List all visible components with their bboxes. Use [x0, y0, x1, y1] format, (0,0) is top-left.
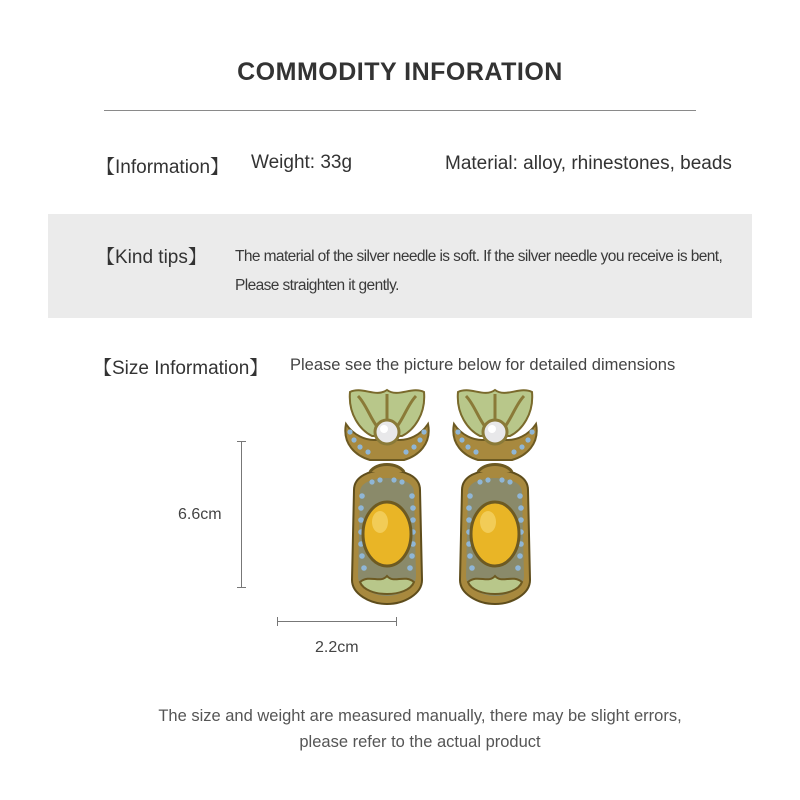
- width-dimension-line: [277, 621, 397, 622]
- earring-top-ornament: [453, 390, 536, 460]
- disclaimer-line-1: The size and weight are measured manually, there may be slight errors,: [158, 707, 682, 725]
- page-title: COMMODITY INFORATION: [237, 58, 563, 86]
- material-value: Material: alloy, rhinestones, beads: [445, 153, 732, 174]
- kind-tips-text: [235, 242, 735, 300]
- weight-value: Weight: 33g: [251, 152, 353, 173]
- kind-tips-label: 【Kind tips】: [96, 247, 207, 268]
- earring-left-image: [340, 384, 434, 612]
- height-dimension-line: [241, 441, 242, 587]
- size-information-label: 【Size Information】: [93, 358, 269, 379]
- kind-tips-line-1: The material of the silver needle is soft. If the silver needle you receive is bent,: [235, 248, 723, 265]
- earring-drop-pendant: [352, 465, 422, 605]
- height-dimension-label: 6.6cm: [178, 506, 222, 523]
- information-label: 【Information】: [96, 157, 230, 178]
- disclaimer-line-2: please refer to the actual product: [299, 733, 541, 751]
- kind-tips-line-2: Please straighten it gently.: [235, 277, 399, 294]
- title-divider: [104, 110, 696, 111]
- measurement-disclaimer: [0, 703, 800, 755]
- width-dimension-label: 2.2cm: [315, 639, 359, 656]
- size-information-note: Please see the picture below for detailed dimensions: [290, 356, 676, 374]
- earring-top-ornament: [345, 390, 428, 460]
- width-dimension-cap-left: [277, 617, 278, 626]
- height-dimension-cap-top: [237, 441, 246, 442]
- earring-right-image: [448, 384, 542, 612]
- width-dimension-cap-right: [396, 617, 397, 626]
- height-dimension-cap-bottom: [237, 587, 246, 588]
- earring-drop-pendant: [460, 465, 530, 605]
